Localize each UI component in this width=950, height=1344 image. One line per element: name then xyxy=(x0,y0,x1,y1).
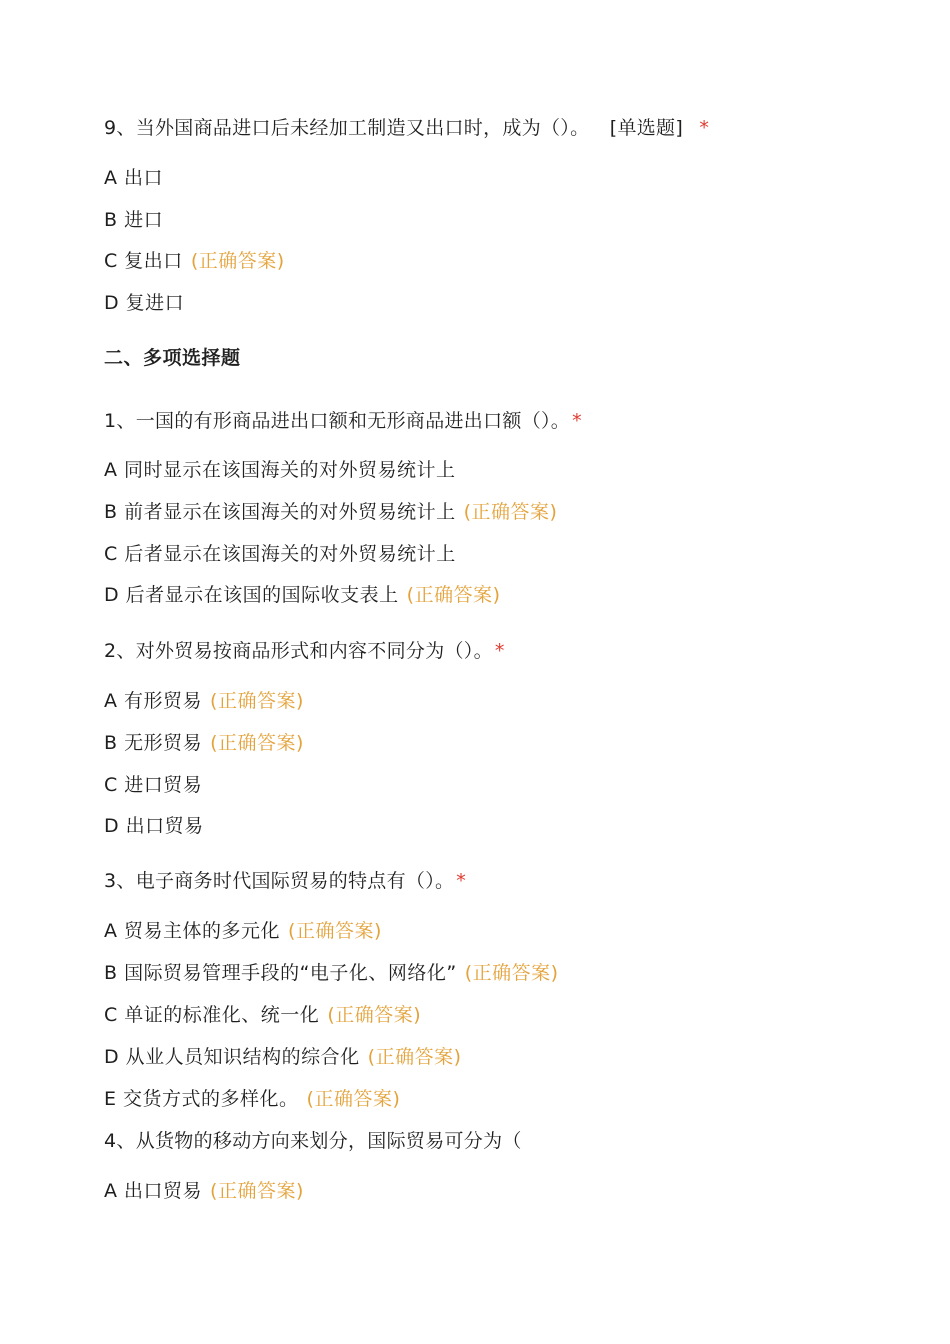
option-a xyxy=(104,457,456,483)
question-type-tag: [单选题] xyxy=(609,117,684,139)
option-c xyxy=(104,248,285,274)
question-text: 2、对外贸易按商品形式和内容不同分为（）。 xyxy=(104,640,493,662)
option-text: C 进口贸易 xyxy=(104,774,203,796)
correct-answer-label: (正确答案) xyxy=(406,584,501,606)
question-2 xyxy=(104,638,505,664)
option-text: B 国际贸易管理手段的“电子化、网络化” xyxy=(104,962,457,984)
option-text: B 无形贸易 xyxy=(104,732,203,754)
option-text: A 贸易主体的多元化 xyxy=(104,920,281,942)
option-text: C 复出口 xyxy=(104,250,183,272)
correct-answer-label: (正确答案) xyxy=(464,962,559,984)
option-a xyxy=(104,918,382,944)
option-text: D 出口贸易 xyxy=(104,815,204,837)
required-marker: * xyxy=(699,117,710,139)
correct-answer-label: (正确答案) xyxy=(210,690,304,712)
question-text: 3、电子商务时代国际贸易的特点有（）。 xyxy=(104,870,455,892)
correct-answer-label: (正确答案) xyxy=(210,732,304,754)
option-text: A 同时显示在该国海关的对外贸易统计上 xyxy=(104,459,456,481)
option-d xyxy=(104,813,204,839)
question-1 xyxy=(104,408,582,434)
question-9 xyxy=(104,115,709,141)
option-text: E 交货方式的多样化。 xyxy=(104,1088,299,1110)
option-text: C 单证的标准化、统一化 xyxy=(104,1004,320,1026)
option-text: A 出口 xyxy=(104,167,164,189)
option-text: D 从业人员知识结构的综合化 xyxy=(104,1046,360,1068)
question-text: 1、一国的有形商品进出口额和无形商品进出口额（）。 xyxy=(104,410,571,432)
option-c xyxy=(104,772,202,798)
option-text: B 前者显示在该国海关的对外贸易统计上 xyxy=(104,501,456,523)
option-text: B 进口 xyxy=(104,209,164,231)
correct-answer-label: (正确答案) xyxy=(327,1004,422,1026)
option-b xyxy=(104,730,304,756)
option-text: A 有形贸易 xyxy=(104,690,203,712)
question-text: 4、从货物的移动方向来划分，国际贸易可分为（ xyxy=(104,1130,522,1152)
question-4 xyxy=(104,1128,522,1154)
required-marker: * xyxy=(456,870,467,892)
correct-answer-label: (正确答案) xyxy=(306,1088,401,1110)
option-b xyxy=(104,499,557,525)
required-marker: * xyxy=(572,410,582,432)
option-c xyxy=(104,541,456,567)
correct-answer-label: (正确答案) xyxy=(190,250,285,272)
option-e xyxy=(104,1086,400,1112)
correct-answer-label: (正确答案) xyxy=(210,1180,304,1202)
option-a xyxy=(104,1178,304,1204)
correct-answer-label: (正确答案) xyxy=(288,920,382,942)
option-text: D 后者显示在该国的国际收支表上 xyxy=(104,584,399,606)
option-d xyxy=(104,1044,462,1070)
option-a xyxy=(104,165,163,191)
option-d xyxy=(104,582,501,608)
question-3 xyxy=(104,868,466,894)
question-text: 9、当外国商品进口后未经加工制造又出口时，成为（）。 xyxy=(104,117,590,139)
section-heading: 二、多项选择题 xyxy=(104,347,241,369)
correct-answer-label: (正确答案) xyxy=(367,1046,462,1068)
option-b xyxy=(104,960,559,986)
option-text: A 出口贸易 xyxy=(104,1180,203,1202)
correct-answer-label: (正确答案) xyxy=(463,501,558,523)
option-c xyxy=(104,1002,421,1028)
required-marker: * xyxy=(494,640,505,662)
option-a xyxy=(104,688,304,714)
option-text: C 后者显示在该国海关的对外贸易统计上 xyxy=(104,543,456,565)
option-text: D 复进口 xyxy=(104,292,185,314)
option-b xyxy=(104,207,163,233)
option-d xyxy=(104,290,184,316)
